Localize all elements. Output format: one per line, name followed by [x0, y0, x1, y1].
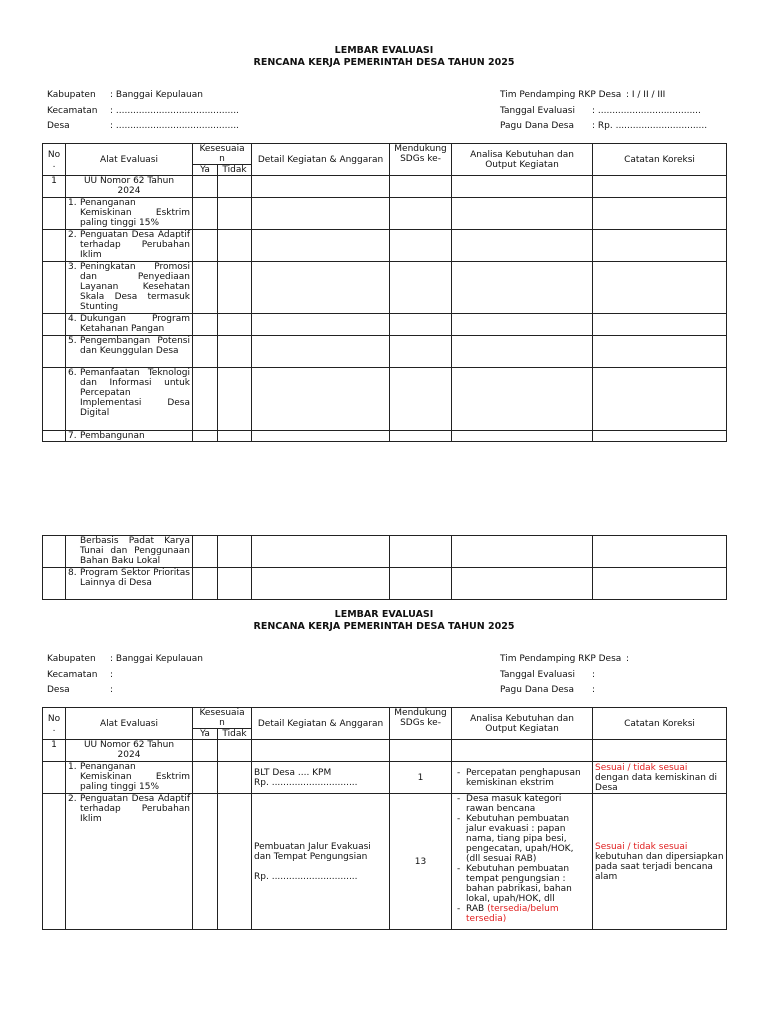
- tanggal-label: Tanggal Evaluasi: [500, 670, 575, 680]
- col-ya: Ya: [193, 165, 218, 176]
- col-analisa: Analisa Kebutuhan dan Output Kegiatan: [452, 144, 593, 176]
- col-alat-evaluasi: Alat Evaluasi: [66, 708, 193, 740]
- tim-value: : I / II / III: [626, 90, 666, 100]
- col-tidak: Tidak: [218, 165, 252, 176]
- form-subtitle-2: RENCANA KERJA PEMERINTAH DESA TAHUN 2025: [253, 621, 515, 632]
- col-no: No .: [43, 144, 66, 176]
- col-sdgs: Mendukung SDGs ke-: [390, 708, 452, 740]
- form-title-1: LEMBAR EVALUASI: [334, 45, 434, 56]
- col-sdgs: Mendukung SDGs ke-: [390, 144, 452, 176]
- tanggal-label: Tanggal Evaluasi: [500, 106, 575, 116]
- pagu-value: : Rp. ................................: [592, 121, 708, 131]
- col-no: No .: [43, 708, 66, 740]
- col-kesesuaian: Kesesuaia n: [193, 144, 252, 165]
- table-row: 1 UU Nomor 62 Tahun 2024: [43, 740, 727, 762]
- tim-label: Tim Pendamping RKP Desa: [500, 90, 622, 100]
- table-row: 1. Penanganan Kemiskinan Esktrim paling tinggi 15%: [43, 198, 727, 230]
- col-detail: Detail Kegiatan & Anggaran: [252, 144, 390, 176]
- table-row: 7. Pembangunan: [43, 431, 727, 442]
- evaluation-table-2: [42, 707, 727, 930]
- evaluation-table-1-continued: [42, 535, 727, 600]
- col-analisa: Analisa Kebutuhan dan Output Kegiatan: [452, 708, 593, 740]
- sdgs-cell: 13: [390, 794, 452, 930]
- table-row: 1 UU Nomor 62 Tahun 2024: [43, 176, 727, 198]
- detail-cell: Pembuatan Jalur Evakuasi dan Tempat Pengungsian Rp. ..............................: [252, 794, 390, 930]
- desa-value: : ...........................................: [110, 121, 239, 131]
- table-row: 8. Program Sektor Prioritas Lainnya di Desa: [43, 568, 727, 600]
- col-tidak: Tidak: [218, 729, 252, 740]
- form-title-2: LEMBAR EVALUASI: [334, 609, 434, 620]
- evaluation-table-1: [42, 143, 727, 442]
- catatan-cell: Sesuai / tidak sesuai dengan data kemiskinan di Desa: [593, 762, 727, 794]
- pagu-label: Pagu Dana Desa: [500, 685, 575, 695]
- table-row: 2. Penguatan Desa Adaptif terhadap Perubahan Iklim: [43, 230, 727, 262]
- col-catatan: Catatan Koreksi: [593, 708, 727, 740]
- kabupaten-label: Kabupaten: [47, 90, 96, 100]
- tanggal-value: : ....................................: [592, 106, 701, 116]
- desa-label: Desa: [47, 685, 70, 695]
- table-row: 3. Peningkatan Promosi dan Penyediaan Layanan Kesehatan Skala Desa termasuk Stunting: [43, 262, 727, 314]
- catatan-cell: Sesuai / tidak sesuai kebutuhan dan dipersiapkan pada saat terjadi bencana alam: [593, 794, 727, 930]
- sdgs-cell: 1: [390, 762, 452, 794]
- tim-label: Tim Pendamping RKP Desa: [500, 654, 622, 664]
- kecamatan-value: :: [110, 670, 114, 680]
- pagu-value: :: [592, 685, 596, 695]
- table-row: 2. Penguatan Desa Adaptif terhadap Perubahan Iklim Pembuatan Jalur Evakuasi dan Tempat Pengungsian Rp. .............................. 13 - Desa masuk kategori rawan bencana - Kebutuhan pembuatan jalur evakuasi : papan nama, tiang pipa besi, pengecatan, upah/HOK, (dll sesuai RAB) - Kebutuhan pembuatan tempat pengungsian : bahan pabrikasi, bahan lokal, upah/HOK, dll - RAB (tersedia/belum tersedia) Sesuai / tidak sesuai kebutuhan dan dipersiapkan pada saat terjadi bencana alam: [43, 794, 727, 930]
- desa-value: :: [110, 685, 114, 695]
- kabupaten-label: Kabupaten: [47, 654, 96, 664]
- kecamatan-label: Kecamatan: [47, 670, 98, 680]
- kecamatan-label: Kecamatan: [47, 106, 98, 116]
- form-subtitle-1: RENCANA KERJA PEMERINTAH DESA TAHUN 2025: [253, 57, 515, 68]
- table-row: 4. Dukungan Program Ketahanan Pangan: [43, 314, 727, 336]
- col-alat-evaluasi: Alat Evaluasi: [66, 144, 193, 176]
- col-ya: Ya: [193, 729, 218, 740]
- table-row: 5. Pengembangan Potensi dan Keunggulan Desa: [43, 336, 727, 368]
- table-row: Berbasis Padat Karya Tunai dan Penggunaan Bahan Baku Lokal: [43, 536, 727, 568]
- tim-value: :: [626, 654, 630, 664]
- col-detail: Detail Kegiatan & Anggaran: [252, 708, 390, 740]
- kabupaten-value: : Banggai Kepulauan: [110, 90, 203, 100]
- table-row: 6. Pemanfaatan Teknologi dan Informasi untuk Percepatan Implementasi Desa Digital: [43, 368, 727, 431]
- col-kesesuaian: Kesesuaia n: [193, 708, 252, 729]
- kabupaten-value: : Banggai Kepulauan: [110, 654, 203, 664]
- tanggal-value: :: [592, 670, 596, 680]
- detail-cell: BLT Desa .... KPM Rp. ..............................: [252, 762, 390, 794]
- kecamatan-value: : ...........................................: [110, 106, 239, 116]
- pagu-label: Pagu Dana Desa: [500, 121, 575, 131]
- table-row: 1. Penanganan Kemiskinan Esktrim paling tinggi 15% BLT Desa .... KPM Rp. .............................. 1 - Percepatan penghapusan kemiskinan ekstrim Sesuai / tidak sesuai dengan data kemiskinan di Desa: [43, 762, 727, 794]
- analisa-cell: - Desa masuk kategori rawan bencana - Kebutuhan pembuatan jalur evakuasi : papan nama, tiang pipa besi, pengecatan, upah/HOK, (dll sesuai RAB) - Kebutuhan pembuatan tempat pengungsian : bahan pabrikasi, bahan lokal, upah/HOK, dll - RAB (tersedia/belum tersedia): [452, 794, 593, 930]
- col-catatan: Catatan Koreksi: [593, 144, 727, 176]
- desa-label: Desa: [47, 121, 70, 131]
- analisa-cell: - Percepatan penghapusan kemiskinan ekstrim: [452, 762, 593, 794]
